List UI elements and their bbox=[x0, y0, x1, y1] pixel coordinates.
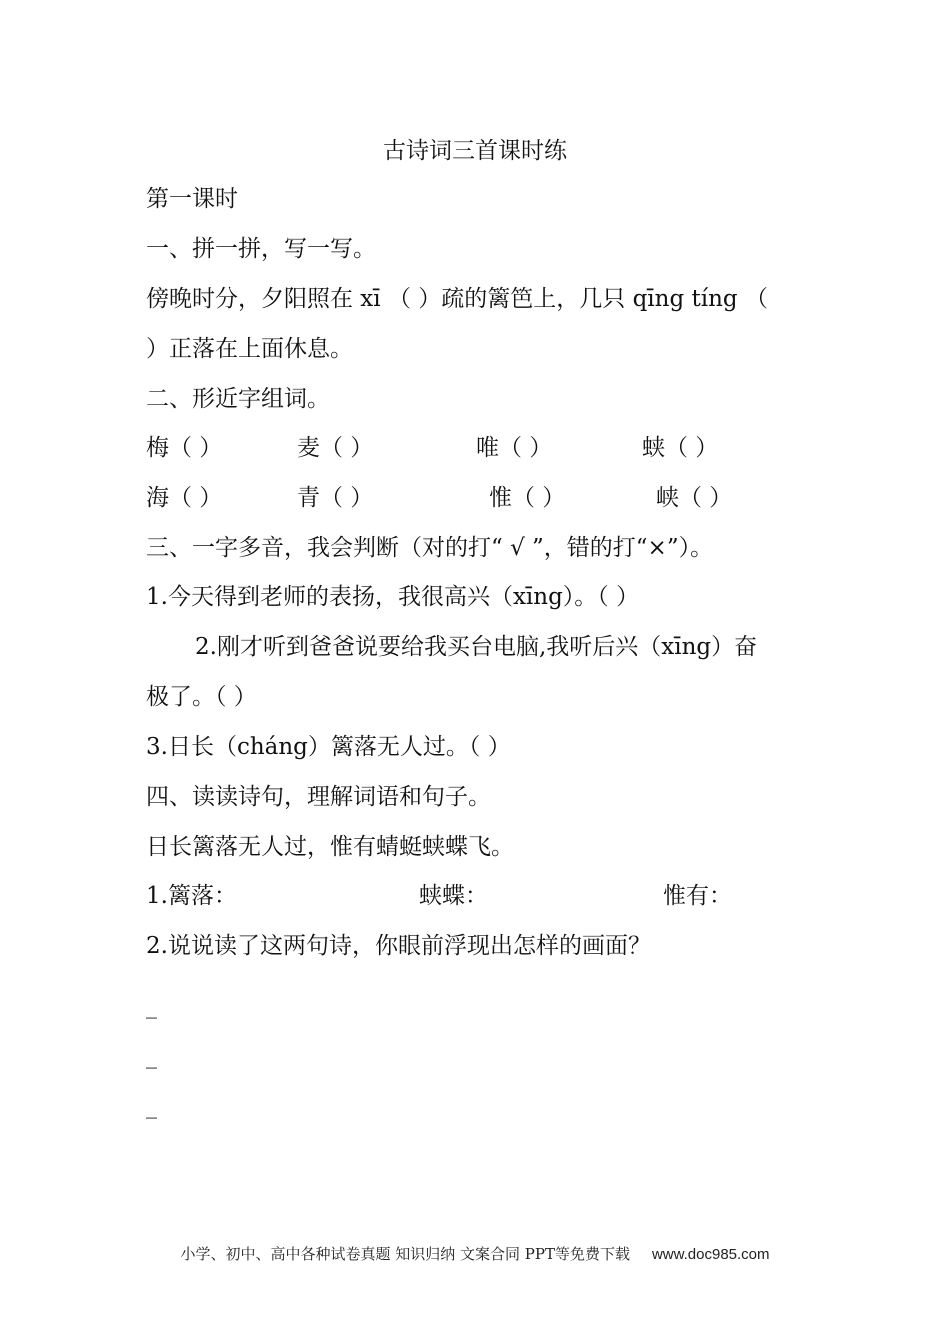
section4-heading: 四、读读诗句，理解词语和句子。 bbox=[146, 784, 491, 810]
footer-url[interactable]: www.doc985.com bbox=[651, 1246, 770, 1263]
answer-blank-2: _ bbox=[146, 1044, 157, 1069]
word-group-hai: 海（ ） bbox=[146, 485, 223, 511]
term-weiyou: 惟有： bbox=[663, 883, 732, 909]
word-group-jia-insect: 蛱（ ） bbox=[642, 435, 719, 461]
poem-line: 日长篱落无人过，惟有蜻蜓蛱蝶飞。 bbox=[146, 834, 514, 860]
section1-line1: 傍晚时分，夕阳照在 xī （ ）疏的篱笆上，几只 qīng tíng （ bbox=[146, 286, 768, 312]
lesson-label: 第一课时 bbox=[146, 186, 238, 212]
section1-line2: ）正落在上面休息。 bbox=[146, 336, 353, 362]
section4-question-2: 2.说说读了这两句诗，你眼前浮现出怎样的画面？ bbox=[146, 933, 651, 959]
term-liluo: 1.篱落： bbox=[146, 883, 237, 909]
answer-blank-1: _ bbox=[146, 994, 157, 1019]
section3-question-2b: 极了。（ ） bbox=[146, 684, 257, 710]
word-group-xia-mountain: 峡（ ） bbox=[656, 485, 733, 511]
word-group-wei-mouth: 唯（ ） bbox=[476, 435, 553, 461]
footer-text: 小学、初中、高中各种试卷真题 知识归纳 文案合同 PPT等免费下载 bbox=[180, 1245, 630, 1263]
section3-question-3: 3.日长（cháng）篱落无人过。（ ） bbox=[146, 734, 511, 760]
page-footer bbox=[0, 1244, 950, 1265]
page-title: 古诗词三首课时练 bbox=[383, 138, 567, 164]
section3-heading: 三、一字多音，我会判断（对的打“ √ ”，错的打“×”）。 bbox=[146, 535, 714, 561]
word-group-mei: 梅（ ） bbox=[146, 435, 223, 461]
section2-heading: 二、形近字组词。 bbox=[146, 386, 330, 412]
section3-question-1: 1.今天得到老师的表扬，我很高兴（xīng）。（ ） bbox=[146, 584, 640, 610]
word-group-qing: 青（ ） bbox=[297, 485, 374, 511]
section1-heading: 一、拼一拼，写一写。 bbox=[146, 236, 376, 262]
word-group-wei-heart: 惟（ ） bbox=[489, 485, 566, 511]
word-group-mai: 麦（ ） bbox=[297, 435, 374, 461]
term-jiadie: 蛱蝶： bbox=[419, 883, 488, 909]
section3-question-2a: 2.刚才听到爸爸说要给我买台电脑,我听后兴（xīng）奋 bbox=[195, 634, 758, 660]
answer-blank-3: _ bbox=[146, 1094, 157, 1119]
